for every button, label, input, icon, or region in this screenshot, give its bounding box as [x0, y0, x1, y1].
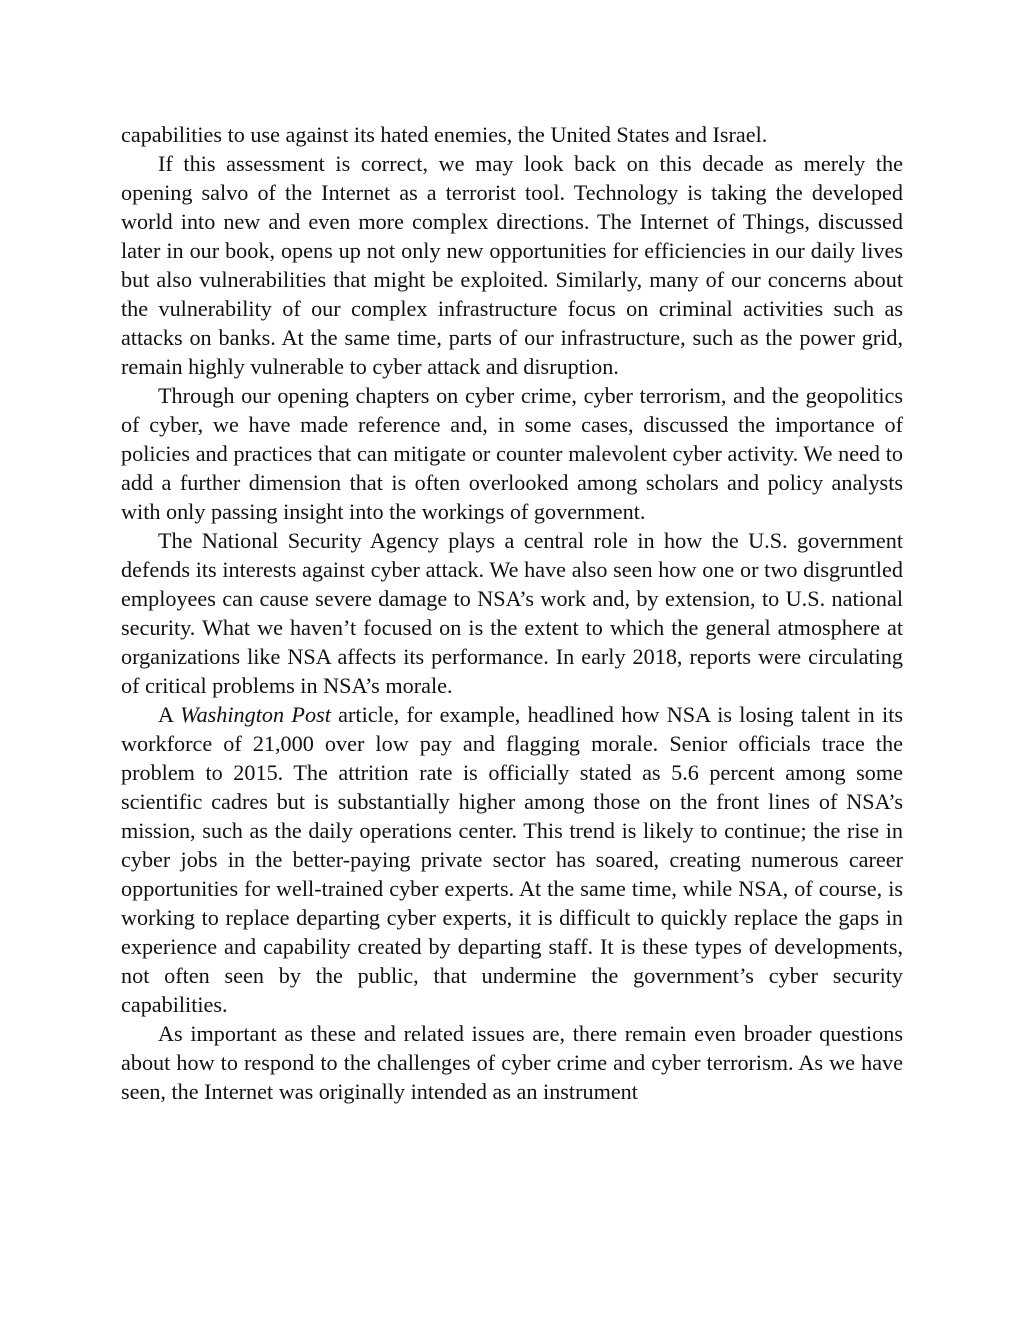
document-page: [121, 120, 903, 1106]
paragraph-text: A: [158, 702, 181, 727]
paragraph-text: article, for example, headlined how NSA is losing talent in its workforce of 21,000 over low pay and flagging morale. Senior officials trace the problem to 2015. The attrition rate is officially stated as 5.6 percent among some scientific cadres but is substantially higher among those on the front lines of NSA’s mission, such as the daily operations center. This trend is likely to continue; the rise in cyber jobs in the better-paying private sector has soared, creating numerous career opportunities for well-trained cyber experts. At the same time, while NSA, of course, is working to replace departing cyber experts, it is difficult to quickly replace the gaps in experience and capability created by departing staff. It is these types of developments, not often seen by the public, that undermine the government’s cyber security capabilities.: [121, 702, 903, 1017]
paragraph: [121, 120, 903, 149]
paragraph: [121, 700, 903, 1019]
paragraph: [121, 526, 903, 700]
publication-title: Washington Post: [180, 702, 331, 727]
paragraph-text: The National Security Agency plays a central role in how the U.S. government defends its interests against cyber attack. We have also seen how one or two disgruntled employees can cause severe damage to NSA’s work and, by extension, to U.S. national security. What we haven’t focused on is the extent to which the general atmosphere at organizations like NSA affects its performance. In early 2018, reports were circulating of critical problems in NSA’s morale.: [121, 528, 903, 698]
paragraph: [121, 381, 903, 526]
paragraph-text: If this assessment is correct, we may look back on this decade as merely the opening salvo of the Internet as a terrorist tool. Technology is taking the developed world into new and even more complex directions. The Internet of Things, discussed later in our book, opens up not only new opportunities for efficiencies in our daily lives but also vulnerabilities that might be exploited. Similarly, many of our concerns about the vulnerability of our complex infrastructure focus on criminal activities such as attacks on banks. At the same time, parts of our infrastructure, such as the power grid, remain highly vulnerable to cyber attack and disruption.: [121, 151, 903, 379]
paragraph-text: Through our opening chapters on cyber crime, cyber terrorism, and the geopolitics of cyber, we have made reference and, in some cases, discussed the importance of policies and practices that can mitigate or counter malevolent cyber activity. We need to add a further dimension that is often overlooked among scholars and policy analysts with only passing insight into the workings of government.: [121, 383, 903, 524]
paragraph-text: As important as these and related issues are, there remain even broader questions about how to respond to the challenges of cyber crime and cyber terrorism. As we have seen, the Internet was originally intended as an instrument: [121, 1021, 903, 1104]
paragraph: [121, 149, 903, 381]
paragraph: [121, 1019, 903, 1106]
paragraph-text: capabilities to use against its hated enemies, the United States and Israel.: [121, 122, 768, 147]
